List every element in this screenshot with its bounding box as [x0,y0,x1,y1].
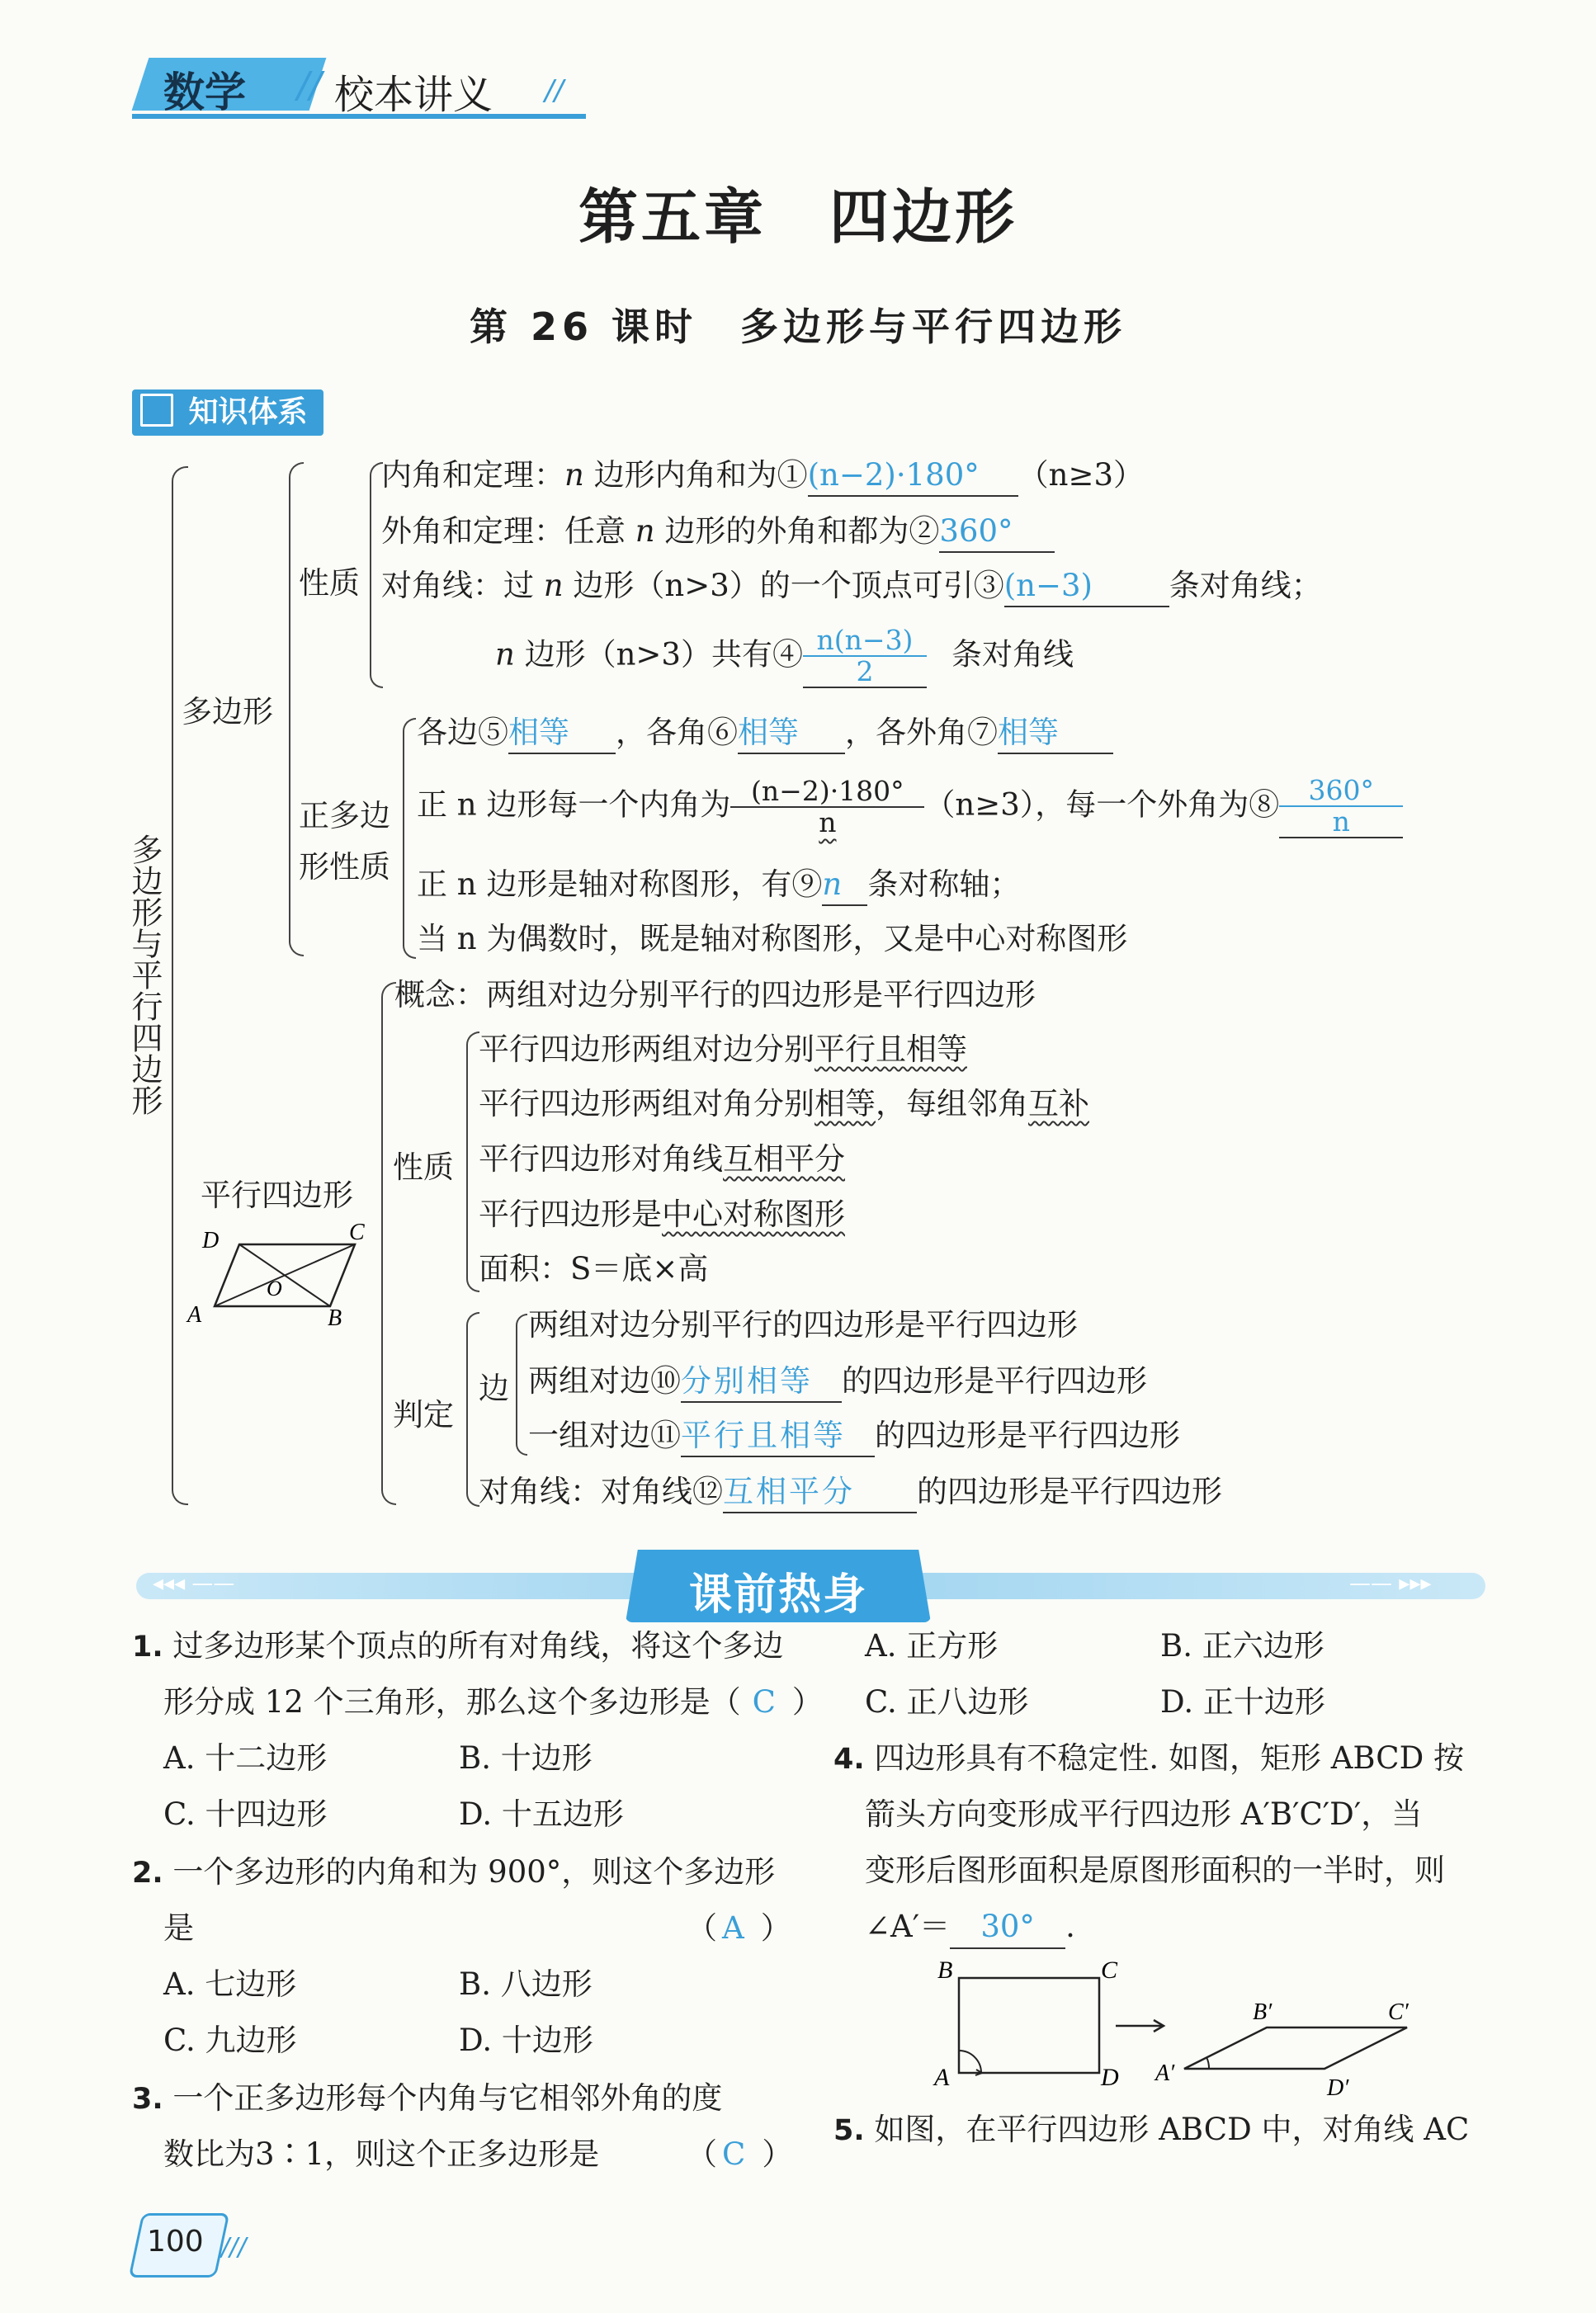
q2-option-a: A. 七边形 [163,1966,297,2002]
p3-emph: 互相平分 [723,1141,845,1177]
q4-line-4 [865,1906,1075,1949]
q3-answer: C [722,2136,746,2172]
prop-line-4 [479,1195,845,1234]
q5-line-1 [833,2109,1469,2151]
p1-pre: 平行四边形两组对边分别 [479,1031,815,1067]
diagonal-line-1 [381,566,1322,607]
diag2-n: n [495,636,515,673]
reg1-b: ，各角⑥ [616,715,738,750]
q3-line-2: 数比为3∶1，则这个正多边形是 [163,2136,600,2172]
judge-line-1: 两组对边分别平行的四边形是平行四边形 [528,1307,1078,1343]
section-badge-label: 知识体系 [188,395,308,429]
q3-bracket [687,2134,792,2175]
q4-label-b2: B′ [1253,1999,1273,2025]
regular-label-1: 正多边 [299,798,390,833]
answer-4-num: n(n−3) [816,624,914,656]
polygon-label: 多边形 [182,694,273,729]
answer-10: 分别相等 [681,1363,813,1399]
answer-7: 相等 [998,715,1059,750]
q3-option-c: C. 正八边形 [865,1684,1029,1720]
lesson-title: 第 26 课时 多边形与平行四边形 [469,304,1127,349]
reg1-a: 各边⑤ [417,715,508,750]
q4-figure [924,1960,1436,2100]
p4-pre: 平行四边形是 [479,1197,662,1232]
judge-line-2 [528,1362,1147,1403]
diag2-post: 条对角线 [951,636,1074,673]
interior-post: （n≥3） [1018,457,1144,493]
prop-line-1 [479,1030,967,1069]
tree-root [124,833,165,1123]
side-brace [516,1314,527,1456]
q5-number: 5. [833,2114,865,2147]
q2-open: （ [687,1910,717,1946]
diag1-pre: 对角线：过 [381,568,544,603]
q2-bracket [687,1908,791,1949]
q1-answer: C [752,1684,776,1720]
right-angle-arc [959,2051,981,2073]
j3-post: 的四边形是平行四边形 [875,1418,1180,1453]
prop-line-3 [479,1140,845,1179]
q1-option-b: B. 十边形 [459,1740,593,1776]
banner-right-arrows-icon: —— ▸▸▸ [1349,1571,1432,1596]
p2-pre: 平行四边形两组对角分别 [479,1086,815,1121]
answer-6: 相等 [738,715,799,750]
side-label: 边 [479,1371,509,1406]
concept-line: 概念：两组对边分别平行的四边形是平行四边形 [394,977,1036,1013]
p2-mid: ，每组邻角 [876,1086,1028,1121]
regular-line-3 [417,865,1020,906]
judge-brace [466,1312,479,1507]
page-number-slashes-icon: /// [221,2233,247,2262]
exterior-n: n [635,513,655,549]
parallelogram-props-label: 性质 [393,1149,454,1185]
properties-label: 性质 [299,565,360,601]
exterior-mid: 边形的外角和都为② [654,513,940,549]
reg2-mid: （n≥3），每一个外角为⑧ [924,786,1280,823]
p2-emph-2: 互补 [1028,1086,1089,1121]
regular-interior-fraction [730,777,924,838]
tree-root-label: 多边形与平行四边形 [126,833,163,1116]
q4-label-c: C [1101,1960,1118,1984]
answer-5: 相等 [508,715,569,750]
j3-pre: 一组对边⑪ [528,1418,681,1453]
diagonal-bd [239,1244,330,1306]
answer-11: 平行且相等 [681,1418,846,1453]
diag1-n: n [543,568,564,603]
j2-pre: 两组对边⑩ [528,1363,681,1399]
reg3-post: 条对称轴； [867,866,1021,902]
q4-label-d: D [1101,2064,1119,2091]
q4-line-3: 变形后图形面积是原图形面积的一半时，则 [865,1853,1445,1888]
q4-text-4: ∠A′＝ [865,1909,951,1944]
q4-label-b: B [937,1960,953,1984]
diag1-post: 条对角线； [1169,568,1322,603]
q3-option-b: B. 正六边形 [1160,1628,1324,1664]
parallelogram-a2b2c2d2 [1184,2027,1407,2069]
interior-mid: 边形内角和为① [583,457,808,493]
answer-1: (n−2)·180° [807,457,980,493]
q4-label-d2: D′ [1327,2075,1349,2100]
label-o: O [267,1277,282,1300]
q2-option-b: B. 八边形 [459,1966,593,2002]
p3-pre: 平行四边形对角线 [479,1141,723,1177]
q4-line-1 [833,1738,1464,1780]
q2-line-2: 是 [163,1910,194,1946]
prop-line-5: 面积：S＝底×高 [479,1251,709,1286]
header-tail-slashes-icon: // [545,74,564,107]
root-brace [172,466,188,1505]
q2-option-c: C. 九边形 [163,2023,297,2058]
q5-text-1: 如图，在平行四边形 ABCD 中，对角线 AC [874,2112,1470,2147]
q2-number: 2. [132,1857,163,1890]
answer-9: n [822,866,843,902]
q1-number: 1. [132,1631,163,1664]
page-number: 100 [147,2225,204,2259]
p4-emph: 中心对称图形 [662,1197,845,1232]
reg2-num: (n−2)·180° [751,775,904,807]
q1-text-2: 形分成 12 个三角形，那么这个多边形是（ [163,1684,741,1720]
label-c: C [349,1220,365,1245]
q2-answer: A [722,1910,744,1946]
q2-line-1 [132,1852,775,1894]
q4-text-1: 四边形具有不稳定性. 如图，矩形 ABCD 按 [874,1740,1465,1776]
j4-post: 的四边形是平行四边形 [917,1474,1222,1509]
answer-4-den: 2 [803,655,927,687]
q3-option-a: A. 正方形 [865,1628,999,1664]
label-a: A [187,1302,202,1327]
q3-number: 3. [132,2083,163,2116]
reg3-pre: 正 n 边形是轴对称图形，有⑨ [417,866,823,902]
header-subject: 数学 [163,68,246,116]
q1-option-c: C. 十四边形 [163,1796,328,1832]
q4-label-a2: A′ [1155,2060,1175,2086]
exterior-pre: 外角和定理：任意 [381,513,635,549]
q3-open: （ [687,2136,717,2172]
p2-emph-1: 相等 [815,1086,876,1121]
j2-post: 的四边形是平行四边形 [842,1363,1147,1399]
regular-line-4: 当 n 为偶数时，既是轴对称图形，又是中心对称图形 [417,921,1128,956]
interior-pre: 内角和定理： [381,457,564,493]
judge-line-4 [479,1472,1222,1513]
diagonal-line-2 [495,625,1074,700]
q3-close: ） [762,2136,793,2172]
prop-line-2 [479,1084,1089,1124]
regular-line-2 [417,776,1403,858]
regular-label [299,791,390,893]
q3-option-d: D. 正十边形 [1160,1684,1325,1720]
chapter-title: 第五章 四边形 [578,182,1018,252]
answer-2: 360° [939,513,1013,549]
diag1-mid: 边形（n>3）的一个顶点可引③ [563,568,1004,603]
answer-8 [1279,776,1403,838]
q1-text-1: 过多边形某个顶点的所有对角线，将这个多边 [172,1628,784,1664]
q4-label-c2: C′ [1388,1999,1409,2025]
banner-left-arrows-icon: ◂◂◂ —— [153,1571,235,1596]
q1-line-1 [132,1626,783,1668]
parallelogram-figure [186,1220,375,1327]
diag2-mid: 边形（n>3）共有④ [514,636,803,673]
judge-label: 判定 [393,1397,454,1433]
q4-period: . [1065,1909,1075,1944]
q1-option-a: A. 十二边形 [163,1740,328,1776]
banner-title: 课前热身 [688,1570,867,1620]
angle-a2-arc [1206,2057,1209,2069]
answer-3: (n−3) [1003,568,1093,603]
label-d: D [202,1228,220,1253]
label-b: B [328,1305,342,1327]
parallelogram-props-brace [466,1031,479,1292]
q2-close: ） [760,1910,791,1946]
exterior-angle-line [381,512,1055,553]
q1-line-2 [163,1682,823,1723]
header-slashes-icon: // [297,64,322,106]
q1-option-d: D. 十五边形 [459,1796,624,1832]
reg2-pre: 正 n 边形每一个内角为 [417,786,731,823]
q4-line-2: 箭头方向变形成平行四边形 A′B′C′D′，当 [865,1796,1423,1832]
p1-emph: 平行且相等 [815,1031,967,1067]
regular-line-1 [417,713,1113,754]
q1-close: ） [791,1684,823,1720]
header-book: 校本讲义 [334,72,493,118]
rectangle-abcd [959,1978,1099,2073]
q3-text-1: 一个正多边形每个内角与它相邻外角的度 [172,2080,723,2116]
regular-brace [403,718,416,959]
q4-answer: 30° [980,1909,1035,1944]
q4-number: 4. [833,1743,865,1776]
answer-8-den: n [1279,805,1403,837]
judge-line-3 [528,1416,1180,1457]
reg1-c: ，各外角⑦ [845,715,998,750]
q3-line-1 [132,2078,722,2120]
parallelogram-label: 平行四边形 [201,1178,353,1213]
page-number-badge [132,2212,248,2278]
q4-label-a: A [934,2064,950,2091]
warmup-banner [136,1550,1485,1624]
j4-pre: 对角线：对角线⑫ [479,1474,723,1509]
interior-n: n [564,457,584,493]
interior-angle-line [381,456,1144,497]
answer-8-num: 360° [1308,774,1374,806]
q2-option-d: D. 十边形 [459,2023,593,2058]
reg2-den: n [730,806,924,838]
regular-label-2: 形性质 [299,849,390,885]
answer-12: 互相平分 [723,1474,855,1509]
answer-4 [803,625,927,688]
q2-text-1: 一个多边形的内角和为 900°，则这个多边形 [172,1854,776,1890]
